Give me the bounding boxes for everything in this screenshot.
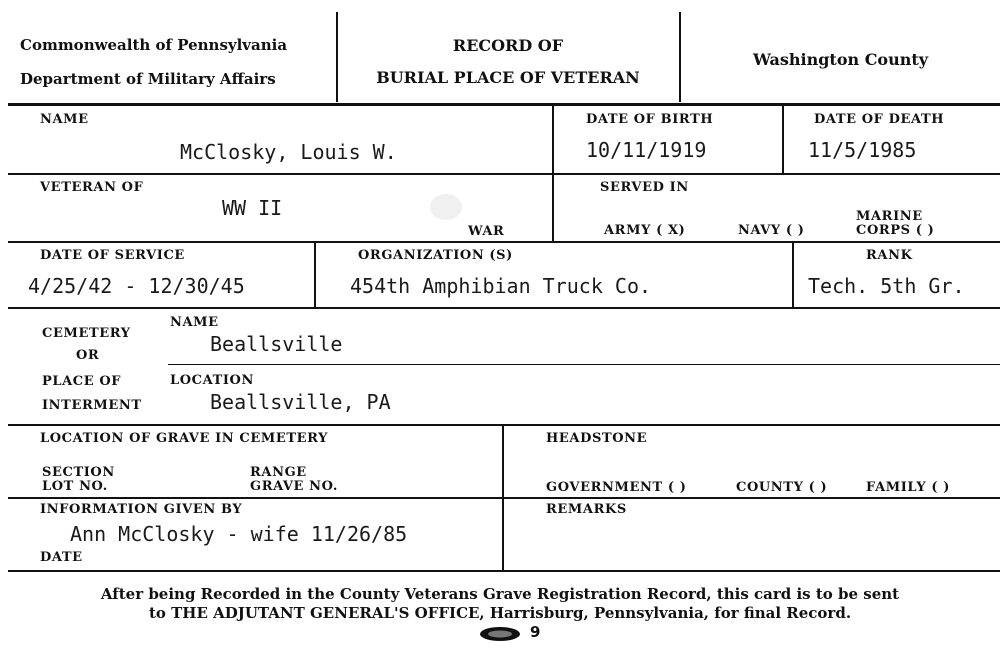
- rank-label: RANK: [866, 248, 913, 263]
- header-commonwealth: Commonwealth of Pennsylvania: [20, 36, 288, 54]
- family-checkbox: FAMILY ( ): [866, 480, 950, 495]
- dob-label: DATE OF BIRTH: [586, 112, 714, 127]
- faint-seal-mark: [430, 194, 462, 220]
- veteran-of-label: VETERAN OF: [40, 180, 144, 195]
- name-label: NAME: [40, 112, 89, 127]
- dod-value: 11/5/1985: [808, 138, 917, 162]
- or-label: OR: [76, 348, 100, 363]
- cemetery-label: CEMETERY: [42, 326, 131, 341]
- row3-divider-2: [792, 243, 794, 307]
- header-department: Department of Military Affairs: [20, 70, 276, 88]
- county-checkbox: COUNTY ( ): [736, 480, 828, 495]
- row1-divider-2: [782, 106, 784, 173]
- marine-label: MARINE: [856, 209, 923, 224]
- dod-label: DATE OF DEATH: [814, 112, 945, 127]
- union-label-icon: [478, 623, 541, 644]
- row2-divider: [552, 175, 554, 241]
- grave-no-label: GRAVE NO.: [250, 479, 338, 494]
- government-checkbox: GOVERNMENT ( ): [546, 480, 687, 495]
- location-label: LOCATION: [170, 373, 254, 388]
- date-label: DATE: [40, 550, 83, 565]
- war-label: WAR: [468, 224, 505, 239]
- veteran-name: McClosky, Louis W.: [180, 140, 397, 164]
- header-county: Washington County: [752, 50, 929, 69]
- rule-cemetery: [8, 424, 1000, 426]
- rule-row2: [8, 241, 1000, 243]
- header-divider-1: [336, 12, 338, 102]
- army-checkbox: ARMY ( X): [604, 223, 686, 238]
- cemetery-name-underline: [168, 364, 1000, 365]
- rule-header: [8, 103, 1000, 106]
- header-record-of: RECORD OF: [452, 36, 564, 55]
- information-given-value: Ann McClosky - wife 11/26/85: [70, 522, 408, 546]
- interment-label: INTERMENT: [42, 398, 142, 413]
- corps-checkbox: CORPS ( ): [856, 223, 935, 238]
- lot-label: LOT NO.: [42, 479, 108, 494]
- header-burial-place: BURIAL PLACE OF VETERAN: [376, 68, 640, 87]
- service-dates-value: 4/25/42 - 12/30/45: [28, 274, 245, 298]
- cemetery-name-label: NAME: [170, 315, 219, 330]
- navy-checkbox: NAVY ( ): [738, 223, 805, 238]
- remarks-label: REMARKS: [546, 502, 627, 517]
- service-dates-label: DATE OF SERVICE: [40, 248, 185, 263]
- rule-grave: [8, 497, 1000, 499]
- organization-value: 454th Amphibian Truck Co.: [350, 274, 652, 298]
- rule-bottom: [8, 570, 1000, 572]
- section-label: SECTION: [42, 465, 115, 480]
- location-value: Beallsville, PA: [210, 390, 391, 414]
- cemetery-name-value: Beallsville: [210, 332, 343, 356]
- row1-divider-1: [552, 106, 554, 173]
- footer-line-2: to THE ADJUTANT GENERAL'S OFFICE, Harrisburg, Pennsylvania, for final Record.: [148, 604, 852, 622]
- headstone-label: HEADSTONE: [546, 431, 648, 446]
- rank-value: Tech. 5th Gr.: [808, 274, 965, 298]
- served-in-label: SERVED IN: [600, 180, 689, 195]
- range-label: RANGE: [250, 465, 307, 480]
- veteran-of-value: WW II: [222, 196, 283, 220]
- union-bug: [478, 623, 541, 644]
- union-number: 9: [530, 623, 541, 641]
- place-of-label: PLACE OF: [42, 374, 122, 389]
- grave-location-label: LOCATION OF GRAVE IN CEMETERY: [40, 431, 329, 446]
- organization-label: ORGANIZATION (S): [358, 248, 513, 263]
- information-given-label: INFORMATION GIVEN BY: [40, 502, 243, 517]
- rule-row1: [8, 173, 1000, 175]
- footer-line-1: After being Recorded in the County Veterans Grave Registration Record, this card is to be sent: [100, 585, 900, 603]
- rule-row3: [8, 307, 1000, 309]
- dob-value: 10/11/1919: [586, 138, 707, 162]
- row3-divider-1: [314, 243, 316, 307]
